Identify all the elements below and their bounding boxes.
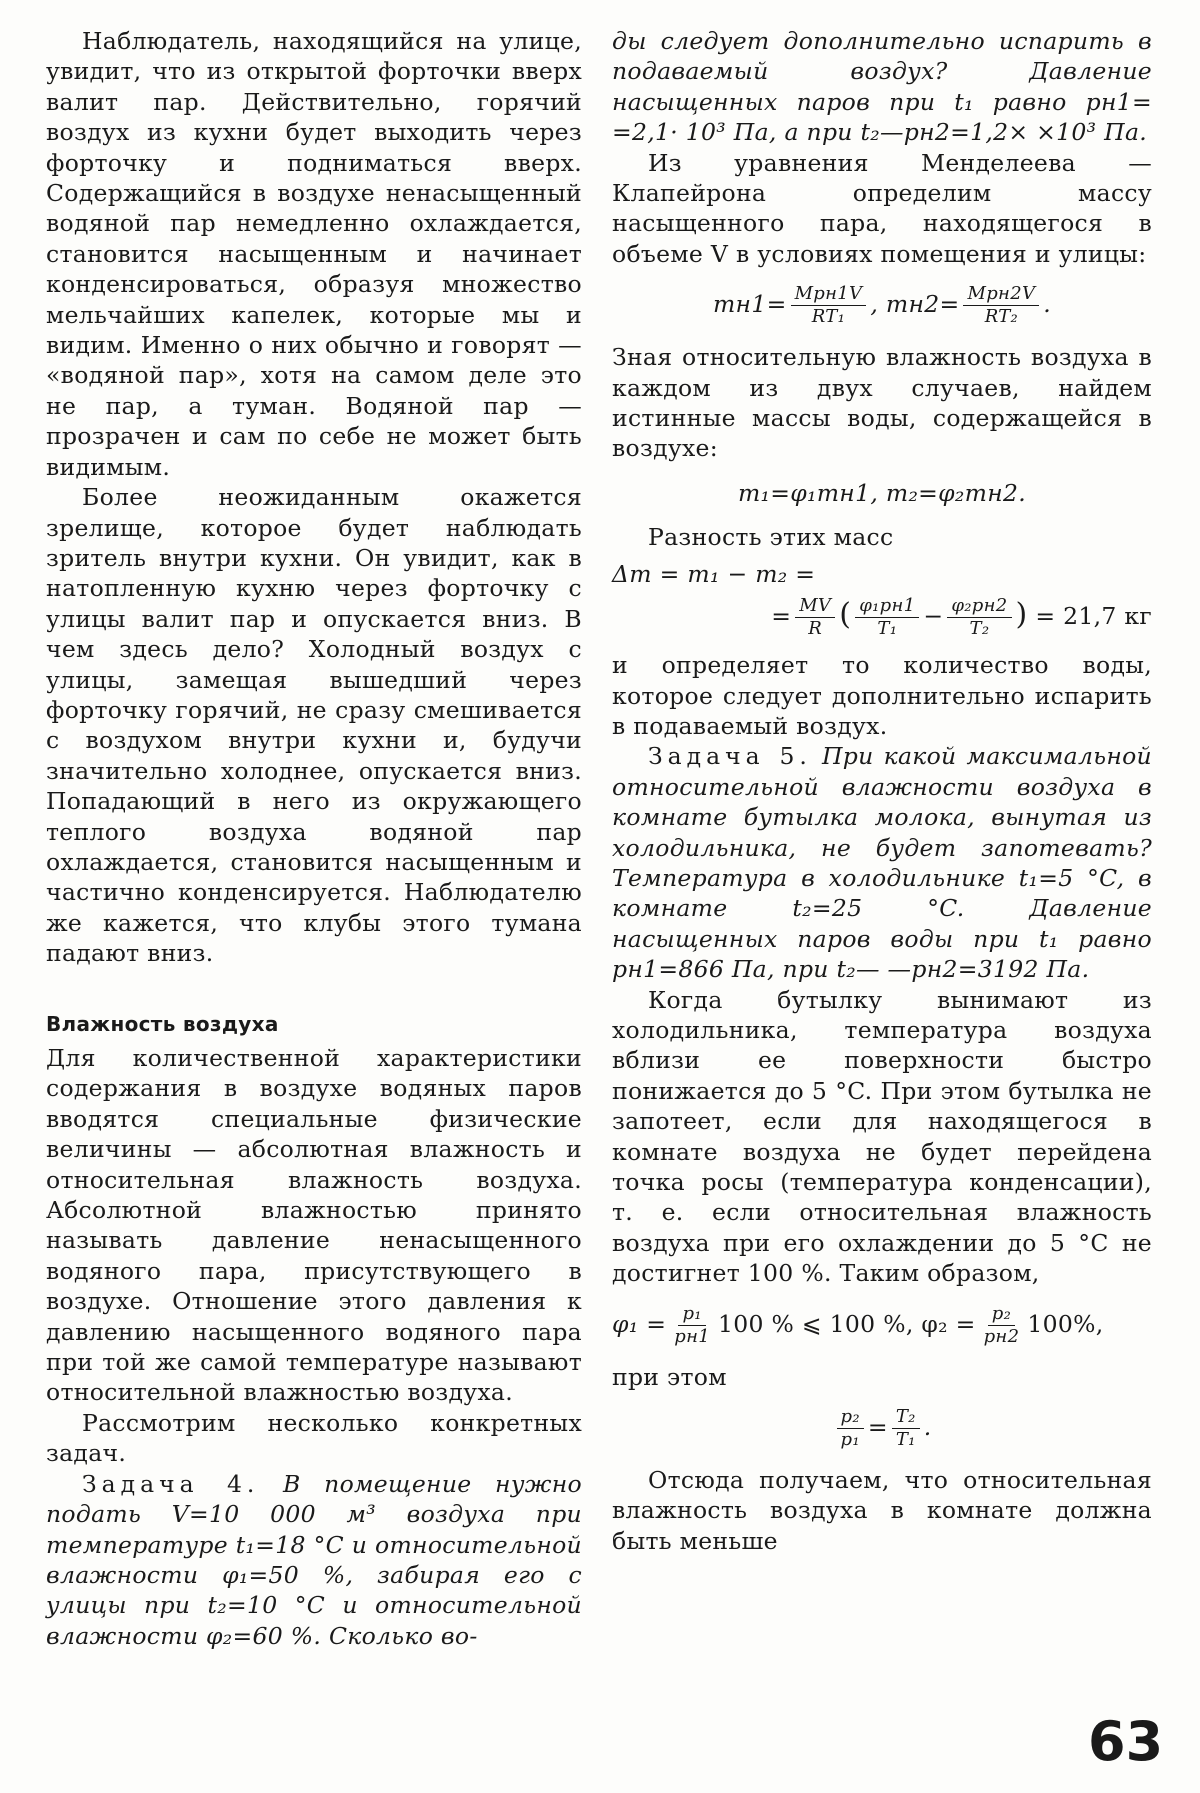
formula-true-masses: m₁=φ₁mн1, m₂=φ₂mн2. — [737, 478, 1027, 507]
fraction — [980, 1303, 1024, 1348]
formula-result: = 21,7 кг — [1035, 602, 1152, 631]
fraction-numerator: φ₂pн2 — [947, 595, 1011, 618]
formula-term: 100 % ⩽ 100 %, φ₂ = — [717, 1309, 976, 1338]
fraction-denominator: T₂ — [969, 618, 990, 640]
formula-relative-humidity — [612, 1303, 1152, 1348]
paragraph-conclusion: Отсюда получаем, что относительная влажность воздуха в комнате должна быть меньше — [612, 1466, 1152, 1555]
paragraph-humidity-definition: Для количественной характеристики содержания в воздухе водяных паров вводятся специальные физические величины — абсолютная влажность и относительная влажность воздуха. Абсолютной влажностью принято называть давление ненасыщенного водяного пара, присутствующего в воздухе. Отношение этого давления к давлению насыщенного водяного пара при той же самой температуре называют относительной влажностью воздуха. — [46, 1044, 582, 1407]
fraction — [892, 1406, 920, 1451]
paragraph-determines-water: и определяет то количество воды, которое следует дополнительно испарить в подаваемый воздух. — [612, 651, 1152, 740]
fraction-denominator: T₁ — [877, 618, 898, 640]
task-5 — [612, 741, 1152, 984]
fraction — [791, 283, 867, 328]
formula-term: . — [923, 1413, 932, 1442]
formula-delta-m-line2 — [612, 595, 1152, 640]
fraction-denominator: RT₂ — [984, 306, 1019, 328]
right-column — [612, 26, 1152, 1556]
formula-term: φ₁ = — [612, 1309, 667, 1338]
left-column — [46, 26, 582, 1651]
formula-term: = — [771, 602, 792, 631]
paragraph-mass-difference: Разность этих масс — [648, 523, 894, 552]
task-4-text: В помещение нужно подать V=10 000 м³ воздуха при температуре t₁=18 °C и относительной влажности φ₁=50 %, забирая его с улицы при t₂=10 °C и относительной влажности φ₂=60 %. Сколько во- — [46, 1469, 582, 1650]
fraction — [670, 1303, 714, 1348]
fraction — [963, 283, 1039, 328]
paren-open: ( — [839, 597, 852, 633]
task-4-label: Задача 4. — [82, 1469, 260, 1498]
fraction-numerator: MV — [795, 595, 835, 618]
formula-term: − — [923, 602, 944, 631]
fraction-denominator: R — [808, 618, 823, 640]
task-4 — [46, 1469, 582, 1651]
formula-term: , mн2= — [870, 290, 960, 319]
formula-delta-m-line1: Δm = m₁ − m₂ = — [612, 559, 816, 588]
fraction-numerator: p₂ — [837, 1406, 864, 1429]
fraction-denominator: p₁ — [840, 1429, 860, 1451]
fraction — [947, 595, 1011, 640]
fraction-numerator: T₂ — [892, 1406, 920, 1429]
paragraph-bottle-explanation: Когда бутылку вынимают из холодильника, температура воздуха вблизи ее поверхности быстро понижается до 5 °C. При этом бутылка не запотеет, если для находящегося в комнате воздуха не будет перейдена точка росы (температура конденсации), т. е. если относительная влажность воздуха при его охлаждении до 5 °C не достигнет 100 %. Таким образом, — [612, 985, 1152, 1288]
fraction-denominator: pн1 — [674, 1325, 710, 1347]
task-5-text: При какой максимальной относительной влажности воздуха в комнате бутылка молока, вынутая из холодильника, не будет запотевать? Температура в холодильнике t₁=5 °C, в комнате t₂=25 °C. Давление насыщенных паров воды при t₁ равно pн1=866 Па, при t₂— —pн2=3192 Па. — [612, 742, 1152, 984]
paragraph-consider-tasks: Рассмотрим несколько конкретных задач. — [46, 1408, 582, 1468]
fraction-denominator: pн2 — [983, 1325, 1020, 1347]
task-4-continuation: ды следует дополнительно испарить в подаваемый воздух? Давление насыщенных паров при t₁ равно pн1= =2,1· 10³ Па, а при t₂—pн2=1,2× ×10³ Па. — [612, 27, 1152, 147]
fraction-numerator: p₂ — [988, 1303, 1015, 1326]
fraction-denominator: T₁ — [895, 1429, 916, 1451]
paragraph-true-masses: Зная относительную влажность воздуха в каждом из двух случаев, найдем истинные массы воды, содержащейся в воздухе: — [612, 343, 1152, 463]
paragraph-street-observer: Наблюдатель, находящийся на улице, увидит, что из открытой форточки вверх валит пар. Действительно, горячий воздух из кухни будет выходить через форточку и подниматься вверх. Содержащийся в воздухе ненасыщенный водяной пар немедленно охлаждается, становится насыщенным и начинает конденсироваться, образуя множество мельчайших капелек, которые мы и видим. Именно о них обычно и говорят — «водяной пар», хотя на самом деле это не пар, а туман. Водяной пар — прозрачен и сам по себе не может быть видимым. — [46, 27, 582, 481]
formula-term: mн1= — [712, 290, 787, 319]
paragraph-kitchen-observer: Более неожиданным окажется зрелище, которое будет наблюдать зритель внутри кухни. Он увидит, как в натопленную кухню через форточку с улицы валит пар и опускается вниз. В чем здесь дело? Холодный воздух с улицы, замещая вышедший через форточку горячий, не сразу смешивается с воздухом внутри кухни и, будучи значительно холоднее, опускается вниз. Попадающий в него из окружающего теплого воздуха водяной пар охлаждается, становится насыщенным и частично конденсируется. Наблюдателю же кажется, что клубы этого тумана падают вниз. — [46, 483, 582, 968]
fraction-numerator: Mpн1V — [791, 283, 867, 306]
formula-term: = — [867, 1413, 888, 1442]
section-heading: Влажность воздуха — [46, 1011, 279, 1036]
paragraph-at-this: при этом — [612, 1362, 727, 1391]
fraction — [837, 1406, 864, 1451]
fraction-denominator: RT₁ — [811, 306, 846, 328]
page-number: 63 — [1088, 1710, 1164, 1773]
task-5-label: Задача 5. — [648, 742, 812, 771]
paren-close: ) — [1015, 597, 1028, 633]
fraction — [795, 595, 835, 640]
fraction — [855, 595, 919, 640]
fraction-numerator: φ₁pн1 — [855, 595, 919, 618]
fraction-numerator: Mpн2V — [963, 283, 1039, 306]
formula-term: 100%, — [1027, 1309, 1104, 1338]
formula-term: . — [1043, 290, 1052, 319]
formula-saturated-mass — [612, 283, 1152, 328]
fraction-numerator: p₁ — [678, 1303, 705, 1326]
formula-pressure-ratio — [612, 1406, 1152, 1451]
paragraph-mendeleev: Из уравнения Менделеева — Клапейрона определим массу насыщенного пара, находящегося в объеме V в условиях помещения и улицы: — [612, 148, 1152, 268]
